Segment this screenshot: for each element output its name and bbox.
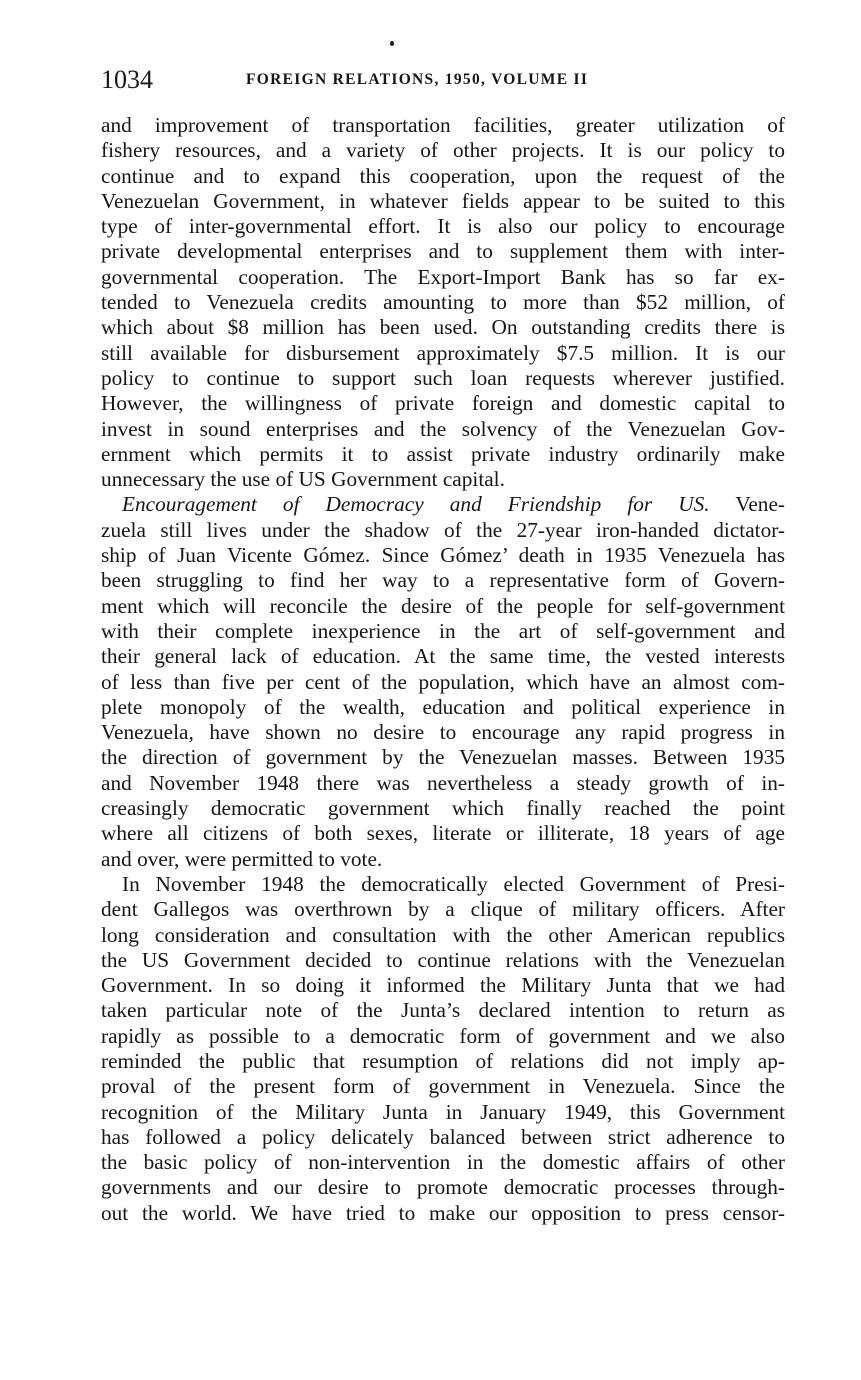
text-line: Venezuela, have shown no desire to encourage any rapid progress in	[101, 720, 785, 745]
text-line: out the world. We have tried to make our opposition to press censor-	[101, 1200, 785, 1225]
text-line: unnecessary the use of US Government capital.	[101, 467, 505, 492]
text-line: creasingly democratic government which finally reached the point	[101, 796, 785, 821]
body-text	[101, 113, 785, 1226]
text-line: ernment which permits it to assist private industry ordinarily make	[101, 441, 785, 466]
text-line: invest in sound enterprises and the solvency of the Venezuelan Gov-	[101, 416, 785, 441]
text-line: with their complete inexperience in the art of self-government and	[101, 618, 785, 643]
text-line: reminded the public that resumption of relations did not imply ap-	[101, 1048, 785, 1073]
text-line-first	[101, 492, 785, 517]
text-line: been struggling to find her way to a representative form of Govern-	[101, 568, 785, 593]
text-line: recognition of the Military Junta in January 1949, this Government	[101, 1099, 785, 1124]
paragraph-november-1948	[101, 872, 785, 1226]
text-line: However, the willingness of private foreign and domestic capital to	[101, 391, 785, 416]
text-line: governmental cooperation. The Export-Import Bank has so far ex-	[101, 264, 785, 289]
text-line: dent Gallegos was overthrown by a clique of military officers. After	[101, 897, 785, 922]
text-line: where all citizens of both sexes, literate or illiterate, 18 years of age	[101, 821, 785, 846]
text-line: which about $8 million has been used. On outstanding credits there is	[101, 315, 785, 340]
text-line: tended to Venezuela credits amounting to more than $52 million, of	[101, 290, 785, 315]
text-line: Venezuelan Government, in whatever fields appear to be suited to this	[101, 188, 785, 213]
text-line: and November 1948 there was nevertheless a steady growth of in-	[101, 770, 785, 795]
page-number: 1034	[101, 65, 153, 94]
stray-dot-mark	[390, 41, 394, 46]
text-line: governments and our desire to promote democratic processes through-	[101, 1175, 785, 1200]
running-head: FOREIGN RELATIONS, 1950, VOLUME II	[246, 71, 589, 88]
text-line: continue and to expand this cooperation, upon the request of the	[101, 163, 785, 188]
text-line: policy to continue to support such loan requests wherever justified.	[101, 365, 785, 390]
text-line: the US Government decided to continue relations with the Venezuelan	[101, 947, 785, 972]
text-line: still available for disbursement approximately $7.5 million. It is our	[101, 340, 785, 365]
text-line: fishery resources, and a variety of other projects. It is our policy to	[101, 138, 785, 163]
paragraph-economic-cooperation	[101, 113, 785, 492]
text-line: zuela still lives under the shadow of the 27-year iron-handed dictator-	[101, 517, 785, 542]
text-line: In November 1948 the democratically elected Government of Presi-	[122, 871, 785, 896]
text-line: type of inter-governmental effort. It is also our policy to encourage	[101, 214, 785, 239]
text-line: rapidly as possible to a democratic form of government and we also	[101, 1023, 785, 1048]
page-header	[101, 63, 791, 97]
text-line: the direction of government by the Venezuelan masses. Between 1935	[101, 745, 785, 770]
text-line: their general lack of education. At the same time, the vested interests	[101, 644, 785, 669]
text-line: the basic policy of non-intervention in the domestic affairs of other	[101, 1150, 785, 1175]
text-line: ship of Juan Vicente Gómez. Since Gómez’ death in 1935 Venezuela has	[101, 543, 785, 568]
text-fragment: Vene-	[735, 492, 785, 517]
text-line: ment which will reconcile the desire of the people for self-government	[101, 593, 785, 618]
text-line: proval of the present form of government in Venezuela. Since the	[101, 1074, 785, 1099]
text-line: and over, were permitted to vote.	[101, 846, 383, 871]
text-line: plete monopoly of the wealth, education and political experience in	[101, 694, 785, 719]
paragraph-encouragement-of-democracy	[101, 492, 785, 871]
text-line: taken particular note of the Junta’s declared intention to return as	[101, 998, 785, 1023]
text-line: of less than five per cent of the population, which have an almost com-	[101, 669, 785, 694]
text-line: and improvement of transportation facilities, greater utilization of	[101, 113, 785, 137]
text-line: private developmental enterprises and to supplement them with inter-	[101, 239, 785, 264]
text-line: has followed a policy delicately balanced between strict adherence to	[101, 1124, 785, 1149]
text-line: long consideration and consultation with the other American republics	[101, 922, 785, 947]
section-heading: Encouragement of Democracy and Friendship for US.	[122, 492, 710, 517]
text-line: Government. In so doing it informed the Military Junta that we had	[101, 973, 785, 998]
